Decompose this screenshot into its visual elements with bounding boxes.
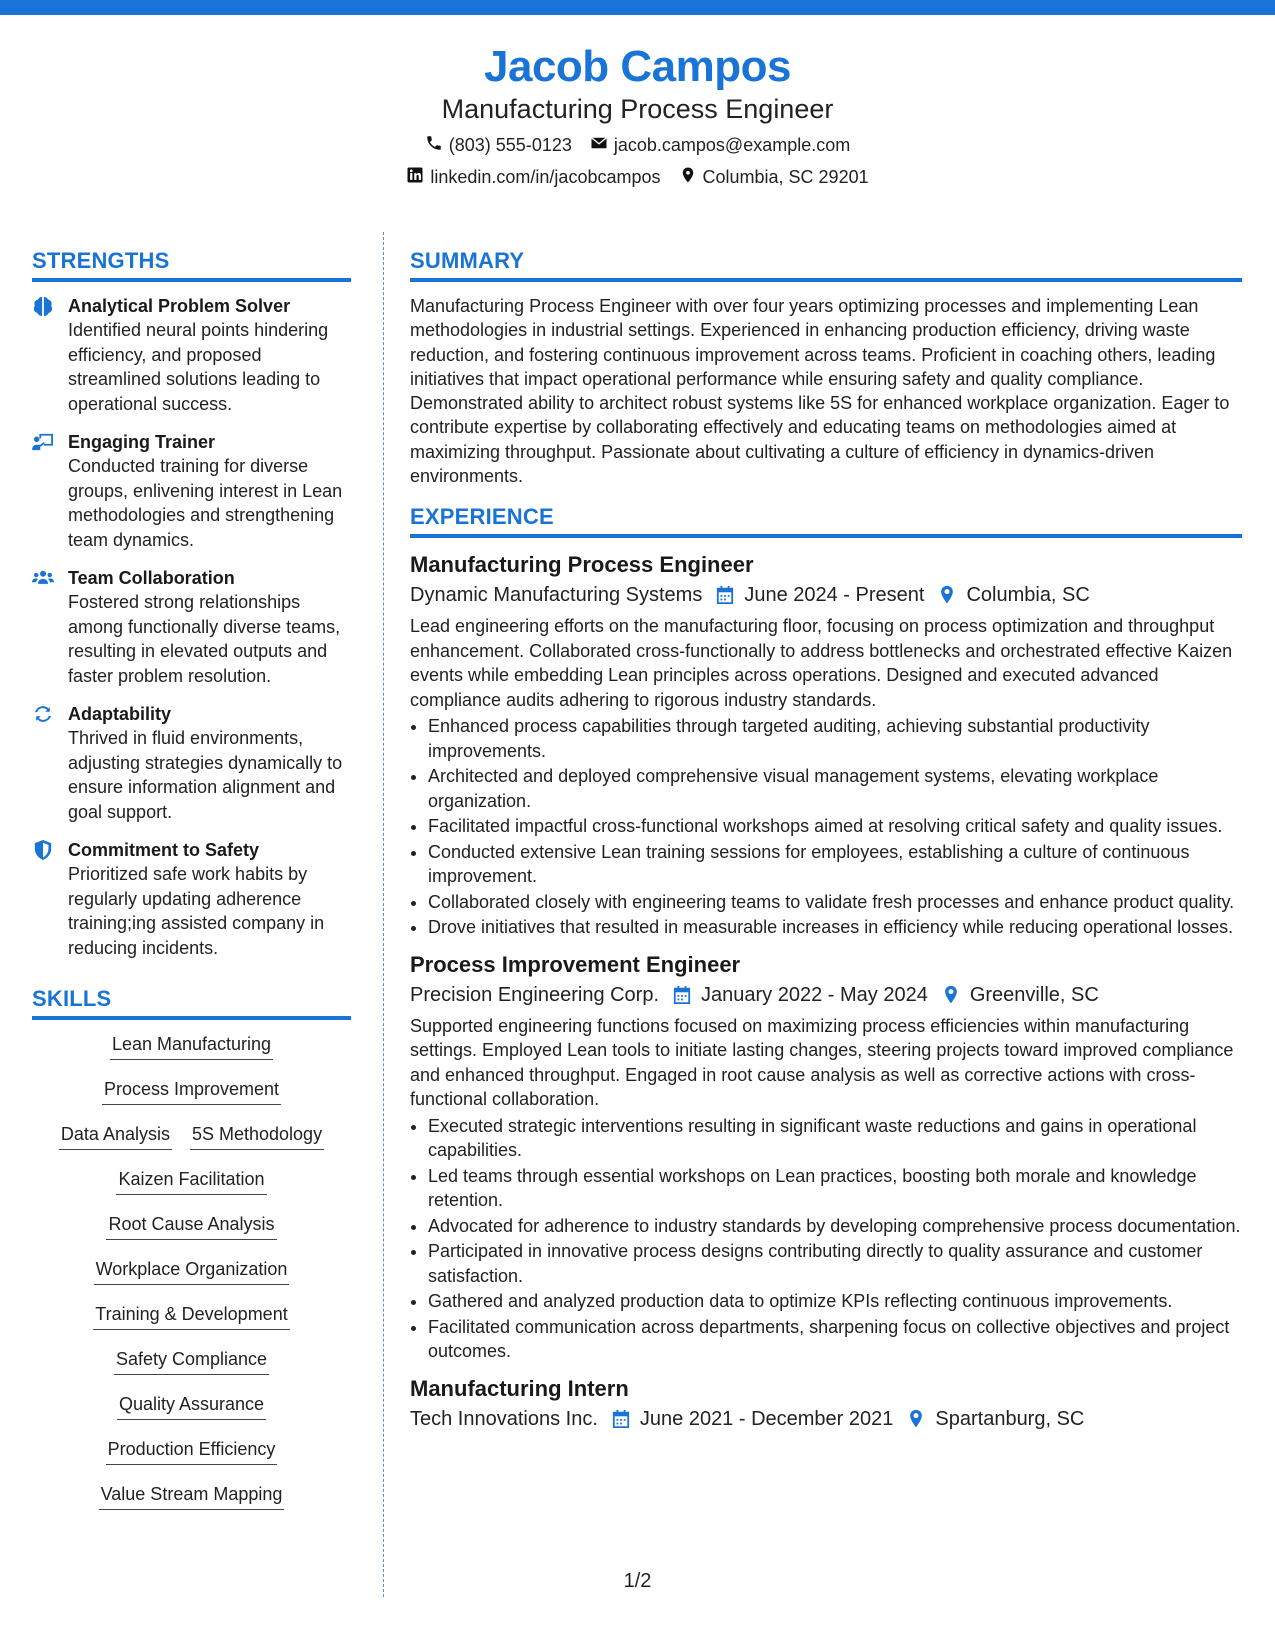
skill-tag: Kaizen Facilitation <box>116 1167 266 1195</box>
email-item <box>590 134 850 157</box>
map-pin-icon <box>679 166 697 189</box>
skill-row <box>32 1077 351 1122</box>
email-icon <box>590 134 608 157</box>
bullet-item: • Led teams through essential workshops on Lean practices, boosting both morale and knowledge retention. <box>428 1164 1242 1213</box>
strength-title: Engaging Trainer <box>68 432 216 452</box>
summary-heading: SUMMARY <box>410 248 1242 282</box>
bullet-item: • Collaborated closely with engineering teams to validate fresh processes and enhance product quality. <box>428 890 1242 915</box>
skill-tag: Root Cause Analysis <box>106 1212 276 1240</box>
left-column <box>32 248 351 1527</box>
job-location: Columbia, SC <box>966 584 1090 607</box>
linkedin-icon <box>406 166 424 189</box>
job-title: Manufacturing Process Engineer <box>410 552 754 578</box>
skills-list <box>32 1032 351 1527</box>
bullet-item: • Facilitated impactful cross-functional workshops aimed at resolving critical safety and quality issues. <box>428 814 1242 839</box>
bullet-item: • Participated in innovative process designs contributing directly to quality assurance and customer satisfaction. <box>428 1239 1242 1288</box>
users-icon <box>32 566 56 688</box>
column-divider <box>383 232 384 1597</box>
calendar-icon <box>716 585 734 605</box>
candidate-title: Manufacturing Process Engineer <box>441 94 834 124</box>
job-entry <box>410 950 1242 1364</box>
bullet-item: • Gathered and analyzed production data to optimize KPIs reflecting continuous improvements. <box>428 1289 1242 1314</box>
job-description: Lead engineering efforts on the manufacturing floor, focusing on process optimization and throughput enhancement. Collaborated cross-functionally to address bottlenecks and orchestrated effective Kaizen events while embedding Lean principles across operations. Designed and executed advanced compliance audits adhering to rigorous industry standards. <box>410 616 1233 710</box>
skill-tag: Production Efficiency <box>106 1437 278 1465</box>
skill-row <box>32 1032 351 1077</box>
right-column <box>410 248 1242 1444</box>
skill-row <box>32 1347 351 1392</box>
phone-icon <box>425 134 443 157</box>
strength-desc: Identified neural points hindering efficiency, and proposed streamlined solutions leading to operational success. <box>68 320 329 414</box>
strength-item <box>32 838 351 960</box>
top-accent-bar <box>0 0 1275 15</box>
skill-tag: 5S Methodology <box>190 1122 324 1150</box>
map-pin-icon <box>907 1409 925 1429</box>
job-dates: January 2022 - May 2024 <box>701 983 928 1006</box>
calendar-icon <box>612 1409 630 1429</box>
skill-tag: Quality Assurance <box>117 1392 266 1420</box>
job-company: Tech Innovations Inc. <box>410 1407 598 1430</box>
shield-icon <box>32 838 56 960</box>
page-number: 1/2 <box>623 1570 652 1592</box>
job-company: Dynamic Manufacturing Systems <box>410 584 703 607</box>
skill-row <box>32 1437 351 1482</box>
skill-tag: Safety Compliance <box>114 1347 269 1375</box>
bullet-item: • Executed strategic interventions resulting in significant waste reductions and gains in operational capabilities. <box>428 1114 1242 1163</box>
linkedin-text[interactable]: linkedin.com/in/jacobcampos <box>430 167 661 187</box>
job-description: Supported engineering functions focused on maximizing process efficiencies within manufacturing settings. Employed Lean tools to initiate lasting changes, steering projects toward improved compliance and enhanced throughput. Engaged in root cause analysis as well as corrective actions with cross-functional collaboration. <box>410 1015 1234 1110</box>
job-dates: June 2021 - December 2021 <box>639 1407 894 1430</box>
job-entry <box>410 550 1242 940</box>
bullet-item: • Drove initiatives that resulted in measurable increases in efficiency while reducing operational losses. <box>428 915 1242 940</box>
skill-row <box>32 1167 351 1212</box>
job-bullets <box>410 714 1242 940</box>
skill-row <box>32 1257 351 1302</box>
summary-text: Manufacturing Process Engineer with over four years optimizing processes and implementing Lean methodologies in industrial settings. Experienced in enhancing production efficiency, driving waste reduction, and fostering continuous improvement across teams. Proficient in coaching others, leading initiatives that impact operational performance while ensuring safety and quality compliance. Demonstrated ability to architect robust systems like 5S for enhanced workplace organization. Eager to contribute expertise by collaborating effectively and educating teams on methodologies aimed at maximizing throughput. Passionate about cultivating a culture of efficiency in dynamics-driven environments. <box>410 296 1230 487</box>
strength-desc: Thrived in fluid environments, adjusting strategies dynamically to ensure information alignment and goal support. <box>68 728 343 822</box>
sync-icon <box>32 702 56 824</box>
job-meta <box>410 1404 1242 1434</box>
candidate-name: Jacob Campos <box>484 42 791 91</box>
job-meta <box>410 580 1242 610</box>
strength-item <box>32 566 351 688</box>
skill-tag: Process Improvement <box>102 1077 281 1105</box>
job-company: Precision Engineering Corp. <box>410 983 660 1006</box>
bullet-item: • Enhanced process capabilities through targeted auditing, achieving substantial productivity improvements. <box>428 714 1242 763</box>
skill-row <box>32 1392 351 1437</box>
skill-tag: Training & Development <box>93 1302 289 1330</box>
skill-row <box>32 1122 351 1167</box>
bullet-item: • Facilitated communication across departments, sharpening focus on collective objectives and project outcomes. <box>428 1315 1242 1364</box>
skill-tag: Lean Manufacturing <box>110 1032 273 1060</box>
map-pin-icon <box>942 985 960 1005</box>
phone-text[interactable]: (803) 555-0123 <box>448 135 572 155</box>
job-meta <box>410 980 1242 1010</box>
trainer-icon <box>32 430 56 552</box>
location-text: Columbia, SC 29201 <box>702 167 869 187</box>
strength-desc: Conducted training for diverse groups, enlivening interest in Lean methodologies and strengthening team dynamics. <box>68 456 343 550</box>
map-pin-icon <box>938 585 956 605</box>
job-bullets <box>410 1114 1242 1364</box>
strength-title: Adaptability <box>68 704 172 724</box>
contact-row-secondary <box>0 166 1275 189</box>
skills-heading: SKILLS <box>32 986 351 1020</box>
email-text[interactable]: jacob.campos@example.com <box>613 135 851 155</box>
strength-item <box>32 702 351 824</box>
bullet-item: • Architected and deployed comprehensive visual management systems, elevating workplace organization. <box>428 764 1242 813</box>
strength-desc: Prioritized safe work habits by regularly updating adherence training;ing assisted company in reducing incidents. <box>68 864 325 958</box>
strength-desc: Fostered strong relationships among functionally diverse teams, resulting in elevated outputs and faster problem resolution. <box>68 592 341 686</box>
bullet-item: • Conducted extensive Lean training sessions for employees, establishing a culture of continuous improvement. <box>428 840 1242 889</box>
job-title: Manufacturing Intern <box>410 1375 629 1401</box>
strength-item <box>32 430 351 552</box>
skill-row <box>32 1302 351 1347</box>
job-title: Process Improvement Engineer <box>410 951 741 977</box>
skill-tag: Value Stream Mapping <box>99 1482 285 1510</box>
contact-row-primary <box>0 134 1275 157</box>
skill-tag: Workplace Organization <box>94 1257 290 1285</box>
job-location: Spartanburg, SC <box>935 1407 1085 1430</box>
skill-tag: Data Analysis <box>59 1122 172 1150</box>
skill-row <box>32 1212 351 1257</box>
job-entry <box>410 1374 1242 1434</box>
skill-row <box>32 1482 351 1527</box>
strength-title: Team Collaboration <box>68 568 235 588</box>
bullet-item: • Advocated for adherence to industry standards by developing comprehensive process documentation. <box>428 1214 1242 1239</box>
phone-item <box>425 134 572 157</box>
job-location: Greenville, SC <box>969 983 1099 1006</box>
experience-heading: EXPERIENCE <box>410 504 1242 538</box>
strength-title: Commitment to Safety <box>68 840 260 860</box>
brain-icon <box>32 294 56 416</box>
calendar-icon <box>673 985 691 1005</box>
location-item <box>679 166 869 189</box>
strength-title: Analytical Problem Solver <box>68 296 291 316</box>
job-dates: June 2024 - Present <box>744 584 925 607</box>
linkedin-item <box>406 166 660 189</box>
strengths-heading: STRENGTHS <box>32 248 351 282</box>
strength-item <box>32 294 351 416</box>
